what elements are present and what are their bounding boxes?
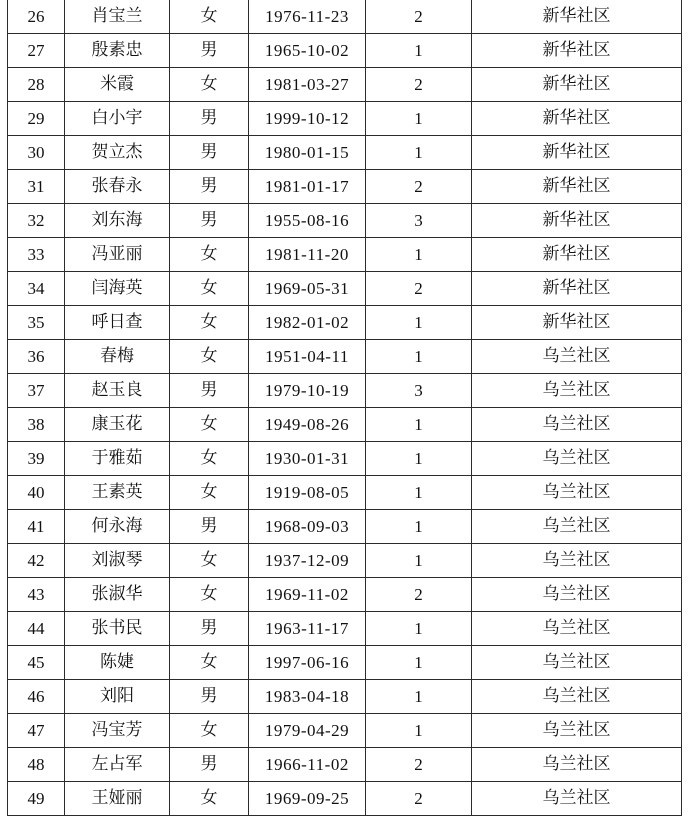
gender-cell: 女 (170, 646, 249, 680)
count-cell: 2 (366, 272, 472, 306)
community-cell: 乌兰社区 (472, 714, 682, 748)
gender-cell: 女 (170, 408, 249, 442)
community-cell: 乌兰社区 (472, 408, 682, 442)
table-row (8, 510, 682, 544)
count-cell: 3 (366, 204, 472, 238)
community-cell: 乌兰社区 (472, 646, 682, 680)
table-row (8, 238, 682, 272)
row-number-cell: 29 (8, 102, 65, 136)
table-row (8, 612, 682, 646)
community-cell: 新华社区 (472, 272, 682, 306)
row-number-cell: 30 (8, 136, 65, 170)
row-number-cell: 34 (8, 272, 65, 306)
community-cell: 新华社区 (472, 306, 682, 340)
count-cell: 1 (366, 442, 472, 476)
name-cell: 贺立杰 (65, 136, 170, 170)
table-row (8, 102, 682, 136)
count-cell: 1 (366, 544, 472, 578)
community-cell: 乌兰社区 (472, 578, 682, 612)
table-row (8, 408, 682, 442)
count-cell: 2 (366, 748, 472, 782)
row-number-cell: 42 (8, 544, 65, 578)
count-cell: 1 (366, 102, 472, 136)
birth-date-cell: 1980-01-15 (249, 136, 366, 170)
table-row (8, 170, 682, 204)
row-number-cell: 35 (8, 306, 65, 340)
name-cell: 张书民 (65, 612, 170, 646)
count-cell: 2 (366, 170, 472, 204)
row-number-cell: 39 (8, 442, 65, 476)
community-cell: 新华社区 (472, 136, 682, 170)
gender-cell: 男 (170, 34, 249, 68)
name-cell: 冯亚丽 (65, 238, 170, 272)
birth-date-cell: 1982-01-02 (249, 306, 366, 340)
community-cell: 新华社区 (472, 0, 682, 34)
name-cell: 赵玉良 (65, 374, 170, 408)
table-row (8, 68, 682, 102)
community-cell: 乌兰社区 (472, 510, 682, 544)
table-row (8, 476, 682, 510)
birth-date-cell: 1955-08-16 (249, 204, 366, 238)
count-cell: 2 (366, 0, 472, 34)
count-cell: 1 (366, 510, 472, 544)
birth-date-cell: 1968-09-03 (249, 510, 366, 544)
community-cell: 新华社区 (472, 170, 682, 204)
birth-date-cell: 1981-01-17 (249, 170, 366, 204)
name-cell: 刘淑琴 (65, 544, 170, 578)
name-cell: 左占军 (65, 748, 170, 782)
birth-date-cell: 1969-11-02 (249, 578, 366, 612)
count-cell: 1 (366, 408, 472, 442)
table-row (8, 748, 682, 782)
count-cell: 1 (366, 340, 472, 374)
count-cell: 1 (366, 612, 472, 646)
name-cell: 康玉花 (65, 408, 170, 442)
gender-cell: 男 (170, 680, 249, 714)
name-cell: 王素英 (65, 476, 170, 510)
name-cell: 肖宝兰 (65, 0, 170, 34)
table-row (8, 680, 682, 714)
row-number-cell: 45 (8, 646, 65, 680)
community-cell: 乌兰社区 (472, 442, 682, 476)
table-row (8, 272, 682, 306)
community-cell: 新华社区 (472, 102, 682, 136)
resident-table (7, 0, 682, 816)
community-cell: 乌兰社区 (472, 544, 682, 578)
row-number-cell: 47 (8, 714, 65, 748)
birth-date-cell: 1949-08-26 (249, 408, 366, 442)
birth-date-cell: 1979-10-19 (249, 374, 366, 408)
gender-cell: 女 (170, 0, 249, 34)
gender-cell: 男 (170, 510, 249, 544)
count-cell: 1 (366, 34, 472, 68)
community-cell: 新华社区 (472, 34, 682, 68)
community-cell: 乌兰社区 (472, 340, 682, 374)
community-cell: 乌兰社区 (472, 612, 682, 646)
row-number-cell: 36 (8, 340, 65, 374)
gender-cell: 女 (170, 442, 249, 476)
row-number-cell: 40 (8, 476, 65, 510)
birth-date-cell: 1981-11-20 (249, 238, 366, 272)
row-number-cell: 41 (8, 510, 65, 544)
birth-date-cell: 1976-11-23 (249, 0, 366, 34)
table-row (8, 782, 682, 816)
row-number-cell: 37 (8, 374, 65, 408)
birth-date-cell: 1999-10-12 (249, 102, 366, 136)
table-body (8, 0, 682, 816)
table-row (8, 646, 682, 680)
gender-cell: 男 (170, 102, 249, 136)
name-cell: 冯宝芳 (65, 714, 170, 748)
gender-cell: 女 (170, 544, 249, 578)
name-cell: 米霞 (65, 68, 170, 102)
gender-cell: 女 (170, 340, 249, 374)
table-row (8, 340, 682, 374)
gender-cell: 男 (170, 204, 249, 238)
table-row (8, 204, 682, 238)
name-cell: 闫海英 (65, 272, 170, 306)
name-cell: 王娅丽 (65, 782, 170, 816)
count-cell: 1 (366, 714, 472, 748)
birth-date-cell: 1963-11-17 (249, 612, 366, 646)
birth-date-cell: 1930-01-31 (249, 442, 366, 476)
count-cell: 2 (366, 578, 472, 612)
gender-cell: 女 (170, 272, 249, 306)
gender-cell: 女 (170, 476, 249, 510)
table-row (8, 544, 682, 578)
count-cell: 1 (366, 306, 472, 340)
gender-cell: 女 (170, 238, 249, 272)
birth-date-cell: 1919-08-05 (249, 476, 366, 510)
birth-date-cell: 1969-05-31 (249, 272, 366, 306)
table-row (8, 374, 682, 408)
table-row (8, 442, 682, 476)
name-cell: 呼日查 (65, 306, 170, 340)
gender-cell: 女 (170, 782, 249, 816)
gender-cell: 男 (170, 374, 249, 408)
count-cell: 1 (366, 646, 472, 680)
name-cell: 陈婕 (65, 646, 170, 680)
name-cell: 刘东海 (65, 204, 170, 238)
count-cell: 2 (366, 68, 472, 102)
birth-date-cell: 1969-09-25 (249, 782, 366, 816)
birth-date-cell: 1981-03-27 (249, 68, 366, 102)
birth-date-cell: 1966-11-02 (249, 748, 366, 782)
table-row (8, 306, 682, 340)
birth-date-cell: 1997-06-16 (249, 646, 366, 680)
row-number-cell: 31 (8, 170, 65, 204)
row-number-cell: 28 (8, 68, 65, 102)
row-number-cell: 48 (8, 748, 65, 782)
gender-cell: 女 (170, 306, 249, 340)
community-cell: 新华社区 (472, 68, 682, 102)
name-cell: 白小宇 (65, 102, 170, 136)
community-cell: 新华社区 (472, 204, 682, 238)
row-number-cell: 44 (8, 612, 65, 646)
count-cell: 2 (366, 782, 472, 816)
name-cell: 刘阳 (65, 680, 170, 714)
community-cell: 新华社区 (472, 238, 682, 272)
community-cell: 乌兰社区 (472, 374, 682, 408)
gender-cell: 男 (170, 748, 249, 782)
table-row (8, 578, 682, 612)
name-cell: 于雅茹 (65, 442, 170, 476)
table-row (8, 136, 682, 170)
row-number-cell: 38 (8, 408, 65, 442)
birth-date-cell: 1983-04-18 (249, 680, 366, 714)
name-cell: 张淑华 (65, 578, 170, 612)
count-cell: 1 (366, 238, 472, 272)
community-cell: 乌兰社区 (472, 748, 682, 782)
gender-cell: 女 (170, 714, 249, 748)
table-row (8, 34, 682, 68)
row-number-cell: 33 (8, 238, 65, 272)
row-number-cell: 32 (8, 204, 65, 238)
row-number-cell: 27 (8, 34, 65, 68)
table-row (8, 0, 682, 34)
count-cell: 1 (366, 680, 472, 714)
count-cell: 1 (366, 136, 472, 170)
row-number-cell: 26 (8, 0, 65, 34)
row-number-cell: 46 (8, 680, 65, 714)
community-cell: 乌兰社区 (472, 680, 682, 714)
birth-date-cell: 1979-04-29 (249, 714, 366, 748)
name-cell: 何永海 (65, 510, 170, 544)
gender-cell: 男 (170, 612, 249, 646)
row-number-cell: 49 (8, 782, 65, 816)
name-cell: 张春永 (65, 170, 170, 204)
name-cell: 春梅 (65, 340, 170, 374)
community-cell: 乌兰社区 (472, 476, 682, 510)
name-cell: 殷素忠 (65, 34, 170, 68)
birth-date-cell: 1965-10-02 (249, 34, 366, 68)
row-number-cell: 43 (8, 578, 65, 612)
count-cell: 1 (366, 476, 472, 510)
gender-cell: 女 (170, 68, 249, 102)
gender-cell: 女 (170, 578, 249, 612)
gender-cell: 男 (170, 170, 249, 204)
count-cell: 3 (366, 374, 472, 408)
birth-date-cell: 1951-04-11 (249, 340, 366, 374)
birth-date-cell: 1937-12-09 (249, 544, 366, 578)
community-cell: 乌兰社区 (472, 782, 682, 816)
gender-cell: 男 (170, 136, 249, 170)
table-row (8, 714, 682, 748)
